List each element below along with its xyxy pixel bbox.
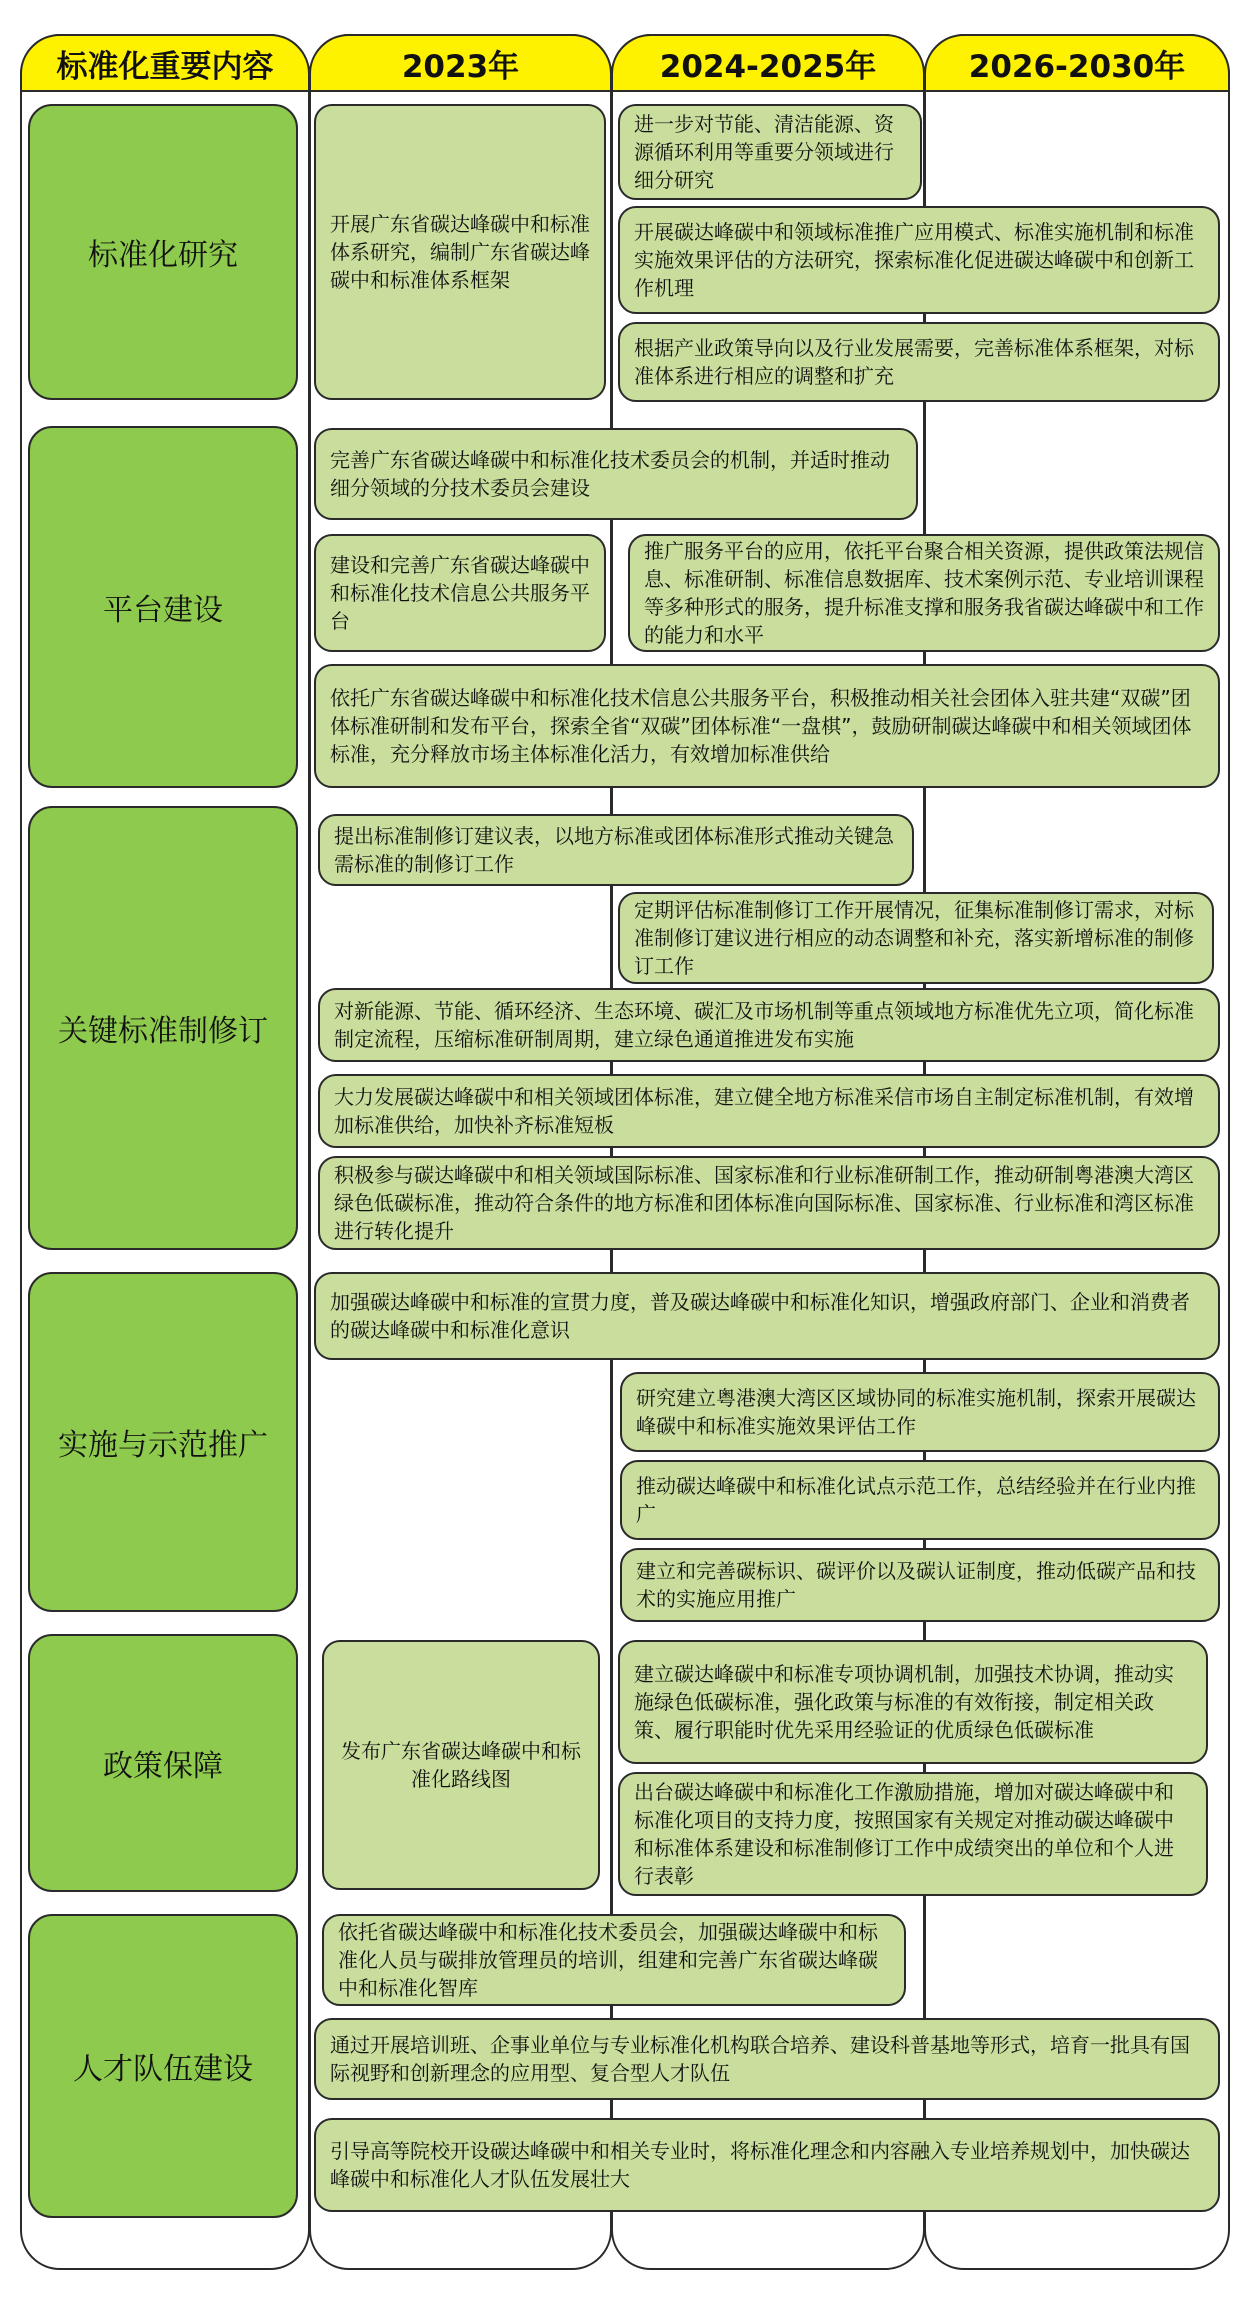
task-platform-4: 依托广东省碳达峰碳中和标准化技术信息公共服务平台，积极推动相关社会团体入驻共建“双碳”团体标准研制和发布平台，探索全省“双碳”团体标准“一盘棋”，鼓励研制碳达峰碳中和相关领域团体标准，充分释放市场主体标准化活力，有效增加标准供给 [314,664,1220,788]
task-policy-3: 出台碳达峰碳中和标准化工作激励措施，增加对碳达峰碳中和标准化项目的支持力度，按照国家有关规定对推动碳达峰碳中和标准体系建设和标准制修订工作中成绩突出的单位和个人进行表彰 [618,1772,1208,1896]
task-research-2: 进一步对节能、清洁能源、资源循环利用等重要分领域进行细分研究 [618,104,922,200]
category-revision: 关键标准制修订 [28,806,298,1250]
task-research-4: 根据产业政策导向以及行业发展需要，完善标准体系框架，对标准体系进行相应的调整和扩充 [618,322,1220,402]
task-talent-3: 引导高等院校开设碳达峰碳中和相关专业时，将标准化理念和内容融入专业培养规划中，加快碳达峰碳中和标准化人才队伍发展壮大 [314,2118,1220,2212]
category-policy: 政策保障 [28,1634,298,1892]
task-policy-1: 发布广东省碳达峰碳中和标准化路线图 [322,1640,600,1890]
task-promotion-4: 建立和完善碳标识、碳评价以及碳认证制度，推动低碳产品和技术的实施应用推广 [620,1548,1220,1622]
task-policy-2: 建立碳达峰碳中和标准专项协调机制，加强技术协调，推动实施绿色低碳标准，强化政策与标准的有效衔接，制定相关政策、履行职能时优先采用经验证的优质绿色低碳标准 [618,1640,1208,1764]
header-2024-2025: 2024-2025年 [611,34,925,92]
task-revision-3: 对新能源、节能、循环经济、生态环境、碳汇及市场机制等重点领域地方标准优先立项，简化标准制定流程，压缩标准研制周期，建立绿色通道推进发布实施 [318,988,1220,1062]
header-2026-2030: 2026-2030年 [924,34,1230,92]
task-revision-2: 定期评估标准制修订工作开展情况，征集标准制修订需求，对标准制修订建议进行相应的动态调整和补充，落实新增标准的制修订工作 [618,892,1214,984]
task-platform-2: 建设和完善广东省碳达峰碳中和标准化技术信息公共服务平台 [314,534,606,652]
category-research: 标准化研究 [28,104,298,400]
task-research-1: 开展广东省碳达峰碳中和标准体系研究，编制广东省碳达峰碳中和标准体系框架 [314,104,606,400]
task-promotion-1: 加强碳达峰碳中和标准的宣贯力度，普及碳达峰碳中和标准化知识，增强政府部门、企业和消费者的碳达峰碳中和标准化意识 [314,1272,1220,1360]
task-revision-5: 积极参与碳达峰碳中和相关领域国际标准、国家标准和行业标准研制工作，推动研制粤港澳大湾区绿色低碳标准，推动符合条件的地方标准和团体标准向国际标准、国家标准、行业标准和湾区标准进行转化提升 [318,1156,1220,1250]
task-platform-1: 完善广东省碳达峰碳中和标准化技术委员会的机制，并适时推动细分领域的分技术委员会建设 [314,428,918,520]
header-2023: 2023年 [309,34,612,92]
task-promotion-3: 推动碳达峰碳中和标准化试点示范工作，总结经验并在行业内推广 [620,1460,1220,1540]
task-talent-1: 依托省碳达峰碳中和标准化技术委员会，加强碳达峰碳中和标准化人员与碳排放管理员的培训，组建和完善广东省碳达峰碳中和标准化智库 [322,1914,906,2006]
category-platform: 平台建设 [28,426,298,788]
category-promotion: 实施与示范推广 [28,1272,298,1612]
task-research-3: 开展碳达峰碳中和领域标准推广应用模式、标准实施机制和标准实施效果评估的方法研究，探索标准化促进碳达峰碳中和创新工作机理 [618,206,1220,314]
task-promotion-2: 研究建立粤港澳大湾区区域协同的标准实施机制，探索开展碳达峰碳中和标准实施效果评估工作 [620,1372,1220,1452]
task-revision-1: 提出标准制修订建议表，以地方标准或团体标准形式推动关键急需标准的制修订工作 [318,814,914,886]
task-platform-3: 推广服务平台的应用，依托平台聚合相关资源，提供政策法规信息、标准研制、标准信息数据库、技术案例示范、专业培训课程等多种形式的服务，提升标准支撑和服务我省碳达峰碳中和工作的能力和水平 [628,534,1220,652]
task-talent-2: 通过开展培训班、企事业单位与专业标准化机构联合培养、建设科普基地等形式，培育一批具有国际视野和创新理念的应用型、复合型人才队伍 [314,2018,1220,2100]
category-talent: 人才队伍建设 [28,1914,298,2218]
task-revision-4: 大力发展碳达峰碳中和相关领域团体标准，建立健全地方标准采信市场自主制定标准机制，有效增加标准供给，加快补齐标准短板 [318,1074,1220,1148]
header-content: 标准化重要内容 [20,34,310,92]
